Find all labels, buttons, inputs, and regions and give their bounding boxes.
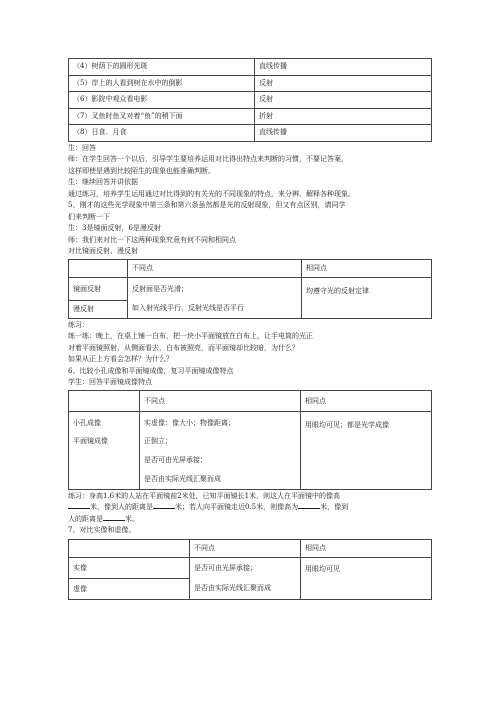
real-virtual-table: [68, 539, 432, 600]
header-same: 相同点: [302, 259, 432, 277]
header-diff: 不同点: [128, 259, 302, 277]
table-row: [69, 59, 432, 76]
phenomenon-cell: （5）岸上的人看到树在水中的倒影: [69, 75, 255, 92]
diff-cell: 是否由实际光线汇聚而成: [190, 578, 301, 599]
table-row: [69, 92, 432, 109]
text-span: 米，像到人的距离是: [90, 503, 153, 511]
table-row: [69, 75, 432, 92]
row-label: 平面镜成像: [73, 436, 108, 445]
table-header-row: [69, 390, 432, 411]
text-line: [68, 502, 432, 514]
height-exercise: [68, 491, 432, 537]
text-line: 对着平面镜照射，从侧面看去，白布被照亮，而平面镜却比较暗，为什么？: [68, 343, 299, 352]
diff-cell: 反射面是否光滑；: [128, 277, 302, 300]
document-page: [68, 58, 432, 600]
text-line: 通过练习，培养学生运用通过对比得到的有关光的不同现象的特点，来分辨、解释各种现象。: [68, 189, 355, 198]
answer-blank[interactable]: [298, 502, 320, 509]
category-cell: 反射: [255, 75, 432, 92]
category-cell: 折射: [255, 108, 432, 125]
table-row: [69, 411, 432, 434]
row-label: 实像: [69, 557, 190, 578]
row-label: 镜面反射: [69, 277, 128, 300]
text-span: 米。: [125, 514, 139, 523]
category-cell: 直线传播: [255, 59, 432, 76]
phenomenon-cell: （8）日食、月食: [69, 125, 255, 142]
row-label: 漫反射: [69, 300, 128, 318]
answer-blank[interactable]: [103, 514, 125, 521]
phenomenon-cell: （7）叉鱼时鱼叉对着“鱼”的稍下面: [69, 108, 255, 125]
text-line: 生：继续回答并讲依据: [68, 178, 138, 186]
text-line: 练习：: [68, 320, 89, 329]
diff-cell: 是否可由光屏承接；: [144, 455, 207, 464]
text-line: 对比镜面反射、漫反射: [68, 247, 138, 255]
answer-blank[interactable]: [68, 502, 90, 509]
category-cell: 反射: [255, 92, 432, 109]
reflection-comparison-table: [68, 259, 432, 319]
same-cell: 用眼均可见: [301, 557, 432, 599]
phenomena-table: [68, 58, 432, 142]
table-row: [69, 557, 432, 578]
header-diff: 不同点: [140, 390, 301, 411]
diff-cell: 是否可由光屏承接；: [190, 557, 301, 578]
text-line: 师：在学生回答一个以后，引导学生要培养运用对比得出特点来判断的习惯，不要记答案，: [68, 155, 348, 163]
table-row: [69, 125, 432, 142]
same-cell: 用眼均可见；都是光学成像: [301, 411, 432, 489]
diff-cell: 是否由实际光线汇聚而成: [144, 474, 221, 483]
table-row: [69, 277, 432, 300]
text-line: 师：我们来对比一下这两种现象究竟有何不同和相同点: [68, 235, 236, 244]
diff-cell: 实虚像：像大小；物像距离；: [140, 411, 301, 434]
lesson-text-block: [68, 143, 432, 258]
row-label: 虚像: [69, 578, 190, 599]
text-line: [68, 514, 432, 526]
text-line: 6、比较小孔成像和平面镜成像，复习平面镜成像特点: [68, 366, 234, 375]
text-line: 练一练：晚上，在桌上铺一白布，把一块小平面镜放在白布上，让手电筒的光正: [68, 332, 313, 340]
text-line: 生：回答: [68, 143, 96, 152]
text-line: 练习：身高1.6米的人站在平面镜前2米处，已知平面镜长1米，则这人在平面镜中的像高: [68, 491, 341, 500]
table-row: [69, 108, 432, 125]
exercise-text-block: [68, 320, 432, 389]
imaging-comparison-table: [68, 390, 432, 490]
text-line: 们来判断一下: [68, 212, 110, 221]
text-line: 这样即使是遇到比较陌生的现象也能准确判断。: [68, 166, 215, 175]
text-line: 学生：回答平面镜成像特点: [68, 378, 152, 386]
table-header-row: [69, 259, 432, 277]
text-line: 7、对比实像和虚像。: [68, 526, 136, 534]
header-same: 相同点: [301, 539, 432, 557]
text-line: 如果从正上方看会怎样？为什么？: [68, 355, 173, 363]
row-label: 小孔成像: [69, 411, 140, 434]
table-header-row: [69, 539, 432, 557]
answer-blank[interactable]: [153, 502, 175, 509]
text-span: 人的距离是: [68, 514, 103, 523]
phenomenon-cell: （6）影院中观众看电影: [69, 92, 255, 109]
header-diff: 不同点: [190, 539, 301, 557]
text-line: 生：3是镜面反射，6是漫反射: [68, 224, 161, 232]
text-span: 米，像到: [320, 503, 349, 511]
text-line: 5、刚才的这些光学现象中第三条和第六条虽然都是光的反射现象，但又有点区别，请同学: [68, 201, 346, 209]
header-same: 相同点: [301, 390, 432, 411]
same-cell: 均遵守光的反射定律: [302, 277, 432, 318]
diff-cell: 如入射光线平行，反射光线是否平行: [128, 300, 302, 318]
phenomenon-cell: （4）树荫下的圆形光斑: [69, 59, 255, 76]
category-cell: 直线传播: [255, 125, 432, 142]
text-span: 米；若人向平面镜走近0.5米，则像高为: [175, 503, 299, 511]
diff-cell: 正倒立；: [144, 436, 172, 445]
